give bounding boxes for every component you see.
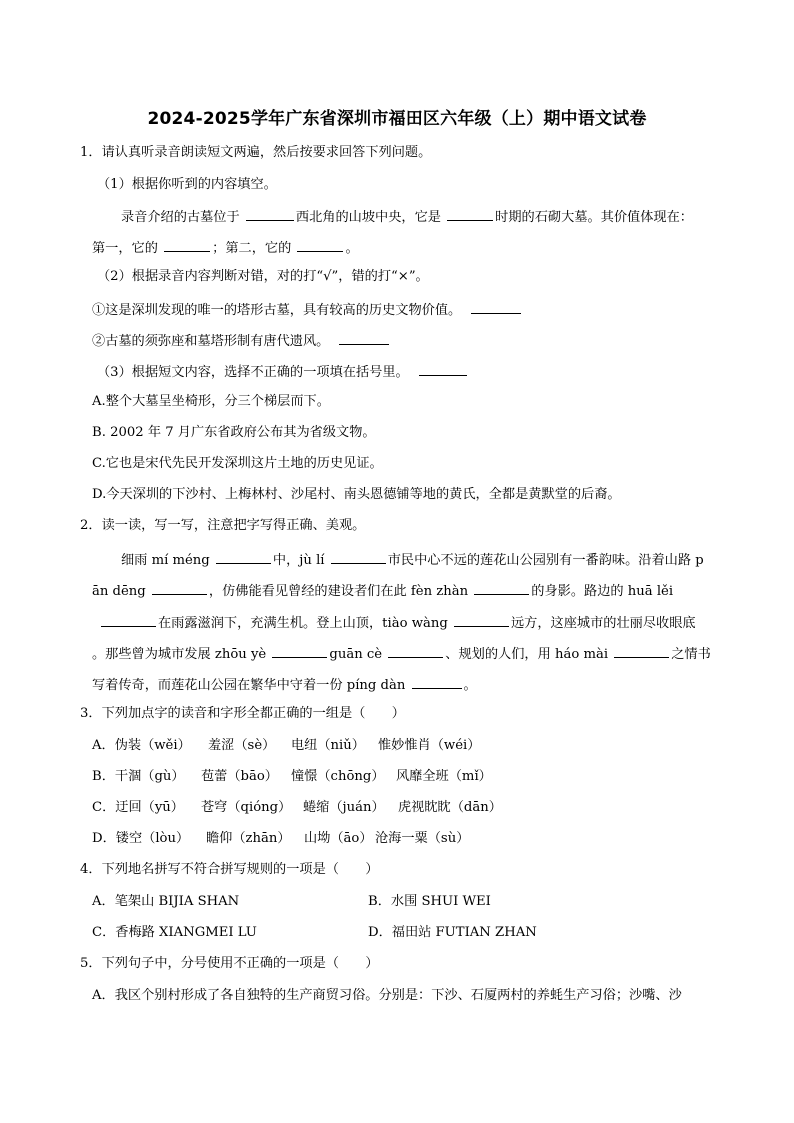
- page-title: 2024-2025学年广东省深圳市福田区六年级（上）期中语文试卷: [147, 109, 647, 129]
- q4-option-d: D．福田站 FUTIAN ZHAN: [368, 925, 537, 940]
- q1-sub1: （1）根据你听到的内容填空。: [97, 177, 277, 192]
- q3-d-4: 沧海一粟（sù）: [375, 831, 470, 846]
- blank-pingdan[interactable]: [412, 675, 462, 689]
- q2-l4b: guān cè: [329, 647, 387, 662]
- q3-d-1: D．镂空（lòu）: [92, 831, 190, 846]
- blank-q1-value1[interactable]: [164, 238, 210, 252]
- q4-stem: 4．下列地名拼写不符合拼写规则的一项是（ ）: [80, 862, 379, 877]
- q1-judge1-text: ①这是深圳发现的唯一的塔形古墓，具有较高的历史文物价值。: [92, 303, 462, 318]
- q1-sub3: [97, 362, 469, 381]
- q1-text-c: 时期的石砌大墓。其价值体现在：: [495, 210, 693, 225]
- q3-a-4: 惟妙惟肖（wéi）: [378, 738, 481, 753]
- q1-text-f: 。: [345, 241, 359, 256]
- q1-fill-line1: [121, 207, 693, 226]
- q2-stem: 2．读一读，写一写，注意把字写得正确、美观。: [80, 518, 366, 533]
- q2-l2a: ān dēng: [92, 584, 150, 599]
- q1-judge1: [92, 300, 523, 319]
- blank-hualei[interactable]: [101, 613, 156, 627]
- blank-juli[interactable]: [331, 550, 386, 564]
- q1-option-b: B. 2002 年 7 月广东省政府公布其为省级文物。: [92, 425, 376, 440]
- blank-q1-value2[interactable]: [297, 238, 343, 252]
- q3-a-1: A．伪装（wěi）: [92, 738, 191, 753]
- q2-l1a: 细雨 mí méng: [121, 553, 214, 568]
- q1-stem: 1．请认真听录音朗读短文两遍，然后按要求回答下列问题。: [80, 145, 432, 160]
- q2-l1c: 市民中心不远的莲花山公园别有一番韵味。沿着山路 p: [387, 553, 704, 568]
- q3-a-3: 电纽（niǔ）: [291, 738, 365, 753]
- q3-d-3: 山坳（āo）: [304, 831, 373, 846]
- q2-l5b: 。: [463, 678, 477, 693]
- blank-q1-place[interactable]: [246, 207, 294, 221]
- q1-judge2-text: ②古墓的须弥座和墓塔形制有唐代遗风。: [92, 334, 330, 349]
- q2-l5a: 写着传奇，而莲花山公园在繁华中守着一份 píng dàn: [92, 678, 410, 693]
- blank-haomai[interactable]: [614, 644, 669, 658]
- q3-option-c: [92, 800, 732, 816]
- q1-fill-line2: [92, 238, 359, 257]
- q3-b-3: 憧憬（chōng）: [291, 769, 385, 784]
- q2-l4d: 之情书: [671, 647, 711, 662]
- q1-sub2: （2）根据录音内容判断对错，对的打“√”，错的打“×”。: [97, 269, 429, 284]
- q3-option-d: [92, 831, 732, 847]
- q1-option-c: C.它也是宋代先民开发深圳这片土地的历史见证。: [92, 456, 383, 471]
- q3-d-2: 瞻仰（zhān）: [206, 831, 291, 846]
- q3-stem: 3．下列加点字的读音和字形全都正确的一组是（ ）: [80, 706, 405, 721]
- blank-tiaowang[interactable]: [454, 613, 509, 627]
- blank-q1-period[interactable]: [447, 207, 493, 221]
- blank-fenzhan[interactable]: [474, 581, 529, 595]
- q2-l1b: 中，jù lí: [272, 553, 329, 568]
- q1-option-d: D.今天深圳的下沙村、上梅林村、沙尾村、南头恩德铺等地的黄氏，全都是黄默堂的后裔。: [92, 487, 621, 502]
- q1-text-e: ；第二，它的: [212, 241, 296, 256]
- blank-zhouye[interactable]: [272, 644, 327, 658]
- blank-q1-judge2[interactable]: [339, 331, 389, 345]
- q3-option-a: [92, 738, 732, 754]
- blank-guance[interactable]: [388, 644, 443, 658]
- q2-line5: [92, 675, 477, 694]
- blank-q1-choice[interactable]: [419, 362, 467, 376]
- q3-c-2: 苍穹（qióng）: [201, 800, 292, 815]
- q5-stem: 5．下列句子中，分号使用不正确的一项是（ ）: [80, 956, 379, 971]
- q3-c-1: C．迂回（yū）: [92, 800, 184, 815]
- q1-text-b: 西北角的山坡中央，它是: [295, 210, 446, 225]
- q2-line1: [121, 550, 704, 569]
- q2-l4a: 。那些曾为城市发展 zhōu yè: [92, 647, 271, 662]
- q2-l2c: 的身影。路边的 huā lěi: [531, 584, 674, 599]
- q4-option-c: C．香梅路 XIANGMEI LU: [92, 925, 257, 940]
- q3-b-4: 风靡全班（mǐ）: [396, 769, 492, 784]
- q2-line2: [92, 581, 673, 600]
- q2-l2b: ，仿佛能看见曾经的建设者们在此 fèn zhàn: [208, 584, 473, 599]
- blank-mimeng[interactable]: [216, 550, 271, 564]
- q1-judge2: [92, 331, 391, 350]
- q2-l3a: 在雨露滋润下，充满生机。登上山顶，tiào wàng: [158, 616, 452, 631]
- blank-pandeng[interactable]: [152, 581, 207, 595]
- q3-c-3: 蜷缩（juán）: [303, 800, 385, 815]
- q4-option-b: B．水围 SHUI WEI: [368, 894, 491, 909]
- q3-c-4: 虎视眈眈（dān）: [398, 800, 502, 815]
- q4-option-a: A．笔架山 BIJIA SHAN: [92, 894, 240, 909]
- q2-l3b: 远方，这座城市的壮丽尽收眼底: [510, 616, 696, 631]
- q1-option-a: A.整个大墓呈坐椅形，分三个梯层而下。: [92, 394, 330, 409]
- q5-option-a: A．我区个别村形成了各自独特的生产商贸习俗。分别是：下沙、石厦两村的养蚝生产习俗；沙嘴、沙: [92, 988, 682, 1003]
- blank-q1-judge1[interactable]: [471, 300, 521, 314]
- q2-l4c: 、规划的人们，用 háo mài: [445, 647, 613, 662]
- q3-b-1: B．干涸（gù）: [92, 769, 185, 784]
- q3-option-b: [92, 769, 732, 785]
- q1-sub3-text: （3）根据短文内容，选择不正确的一项填在括号里。: [97, 365, 409, 380]
- q3-a-2: 羞涩（sè）: [208, 738, 276, 753]
- q1-text-d: 第一，它的: [92, 241, 163, 256]
- q2-line3: [99, 613, 696, 632]
- q2-line4: [92, 644, 711, 663]
- q3-b-2: 苞蕾（bāo）: [201, 769, 278, 784]
- q1-text-a: 录音介绍的古墓位于: [121, 210, 244, 225]
